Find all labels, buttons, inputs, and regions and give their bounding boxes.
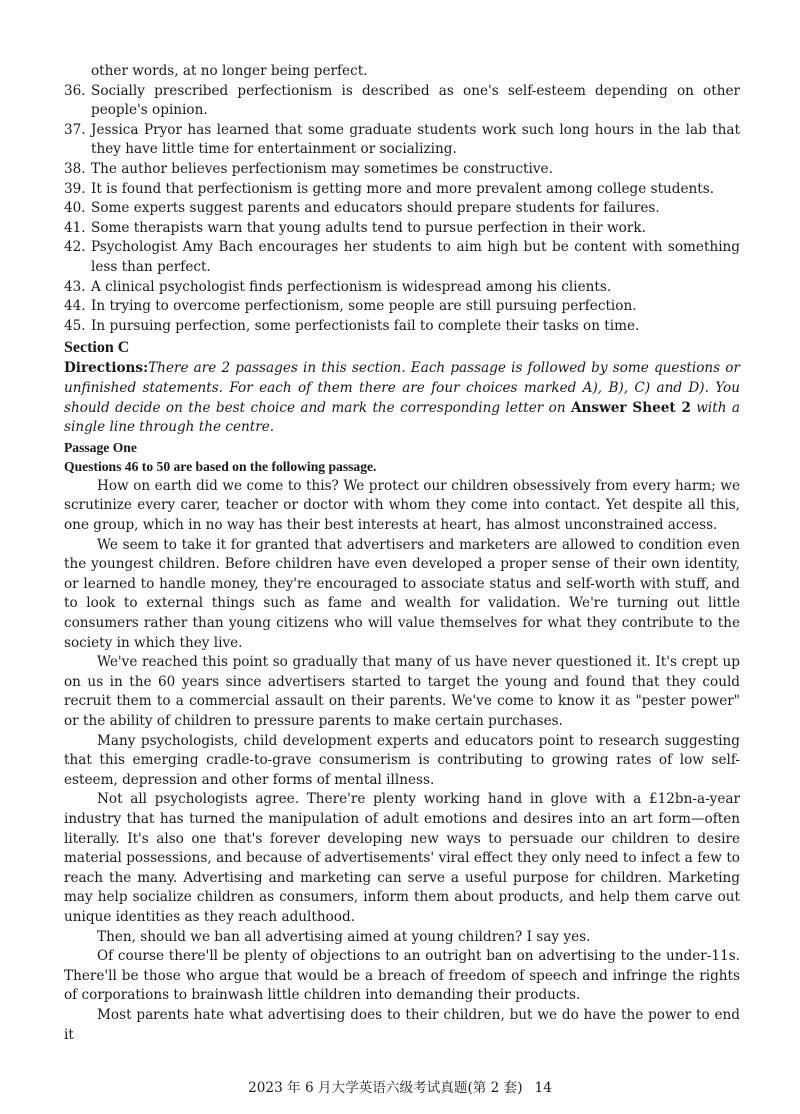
statement-number: 45. xyxy=(64,317,86,334)
statement-number: 37. xyxy=(64,121,86,138)
passage-paragraph: We seem to take it for granted that advertisers and marketers are allowed to condition even the youngest children. Before children have even developed a proper sense of their own identity, or learned to handle money, they're encouraged to associate status and self-worth with stuff, and to look to external things such as fame and wealth for validation. We're turning out little consumers rather than young citizens who will value themselves for what they contribute to the society in which they live. xyxy=(64,536,740,651)
statement-number: 39. xyxy=(64,180,86,197)
statement-item xyxy=(64,82,740,121)
statement-text: Jessica Pryor has learned that some graduate students work such long hours in the lab that they have little time for entertainment or socializing. xyxy=(91,121,740,158)
statement-continuation: other words, at no longer being perfect. xyxy=(91,63,368,79)
statement-number: 43. xyxy=(64,278,86,295)
directions-text: There are 2 passages in this section. Each passage is followed by some questions or unfinished statements. For each of them there are four choices marked A), B), C) and D). You should decide on the best choice and mark the corresponding letter on xyxy=(64,360,740,416)
statement-text: In trying to overcome perfectionism, some people are still pursuing perfection. xyxy=(91,298,637,315)
statement-text: Some therapists warn that young adults tend to pursue perfection in their work. xyxy=(91,219,646,236)
statement-item xyxy=(64,180,740,200)
statement-number: 36. xyxy=(64,82,86,99)
statement-item xyxy=(64,297,740,317)
statement-item xyxy=(64,278,740,298)
statement-text: Socially prescribed perfectionism is described as one's self-esteem depending on other people's opinion. xyxy=(91,82,740,119)
page-content xyxy=(64,62,740,1045)
statement-item xyxy=(64,121,740,160)
statement-number: 42. xyxy=(64,239,86,256)
directions-tail: with a single line through the centre. xyxy=(64,399,740,436)
statement-text: Some experts suggest parents and educators should prepare students for failures. xyxy=(91,200,660,217)
footer-title: 2023 年 6 月大学英语六级考试真题(第 2 套) xyxy=(248,1080,523,1096)
statement-text: Psychologist Amy Bach encourages her students to aim high but be content with something less than perfect. xyxy=(91,239,740,275)
statement-item xyxy=(64,160,740,180)
passage-paragraph: We've reached this point so gradually that many of us have never questioned it. It's crept up on us in the 60 years since advertisers started to target the young and found that they could recruit them to a commercial assault on their parents. We've come to know it as "pester power" or the ability of children to pressure parents to make certain purchases. xyxy=(64,654,740,729)
statement-text: A clinical psychologist finds perfectionism is widespread among his clients. xyxy=(91,278,612,295)
passage-paragraph: How on earth did we come to this? We protect our children obsessively from every harm; we scrutinize every carer, teacher or doctor with whom they come into contact. Yet despite all this, one group, which in no way has their best interests at heart, has almost unconstrained access. xyxy=(64,477,740,534)
page-number: 14 xyxy=(534,1080,552,1096)
directions-label: Directions: xyxy=(64,360,149,377)
answer-sheet-label: Answer Sheet 2 xyxy=(571,399,691,416)
statement-item xyxy=(64,238,740,277)
statement-text: The author believes perfectionism may sometimes be constructive. xyxy=(91,160,553,177)
page-footer xyxy=(0,1076,800,1096)
section-directions xyxy=(64,359,740,437)
statement-text: It is found that perfectionism is getting more and more prevalent among college students. xyxy=(91,180,715,197)
statement-item xyxy=(64,317,740,337)
passage-paragraph: Then, should we ban all advertising aimed at young children? I say yes. xyxy=(97,928,591,945)
statement-number: 41. xyxy=(64,219,86,236)
statement-item xyxy=(64,199,740,219)
passage-title: Passage One xyxy=(64,439,137,455)
questions-label: Questions 46 to 50 are based on the following passage. xyxy=(64,459,377,475)
section-title: Section C xyxy=(64,339,130,357)
passage-paragraph: Of course there'll be plenty of objections to an outright ban on advertising to the under-11s. There'll be those who argue that would be a breach of freedom of speech and infringe the rights of corporations to brainwash little children into demanding their products. xyxy=(64,948,740,1004)
statement-number: 40. xyxy=(64,200,86,217)
passage-paragraph: Many psychologists, child development experts and educators point to research suggesting that this emerging cradle-to-grave consumerism is contributing to growing rates of low self-esteem, depression and other forms of mental illness. xyxy=(64,732,740,788)
statement-item xyxy=(64,219,740,239)
statement-list xyxy=(64,82,740,337)
passage-paragraph: Most parents hate what advertising does to their children, but we do have the power to end it xyxy=(64,1006,740,1043)
passage-paragraph: Not all psychologists agree. There're plenty working hand in glove with a £12bn-a-year industry that has turned the manipulation of adult emotions and desires into an art form—often literally. It's also one that's forever developing new ways to persuade our children to desire material possessions, and because of advertisements' viral effect they only need to infect a few to reach the many. Advertising and marketing can serve a useful purpose for children. Marketing may help socialize children as consumers, inform them about products, and help them carve out unique identities as they reach adulthood. xyxy=(64,791,740,925)
passage-body xyxy=(64,477,740,1045)
statement-number: 38. xyxy=(64,160,86,177)
statement-text: In pursuing perfection, some perfectionists fail to complete their tasks on time. xyxy=(91,317,640,334)
statement-number: 44. xyxy=(64,298,86,315)
